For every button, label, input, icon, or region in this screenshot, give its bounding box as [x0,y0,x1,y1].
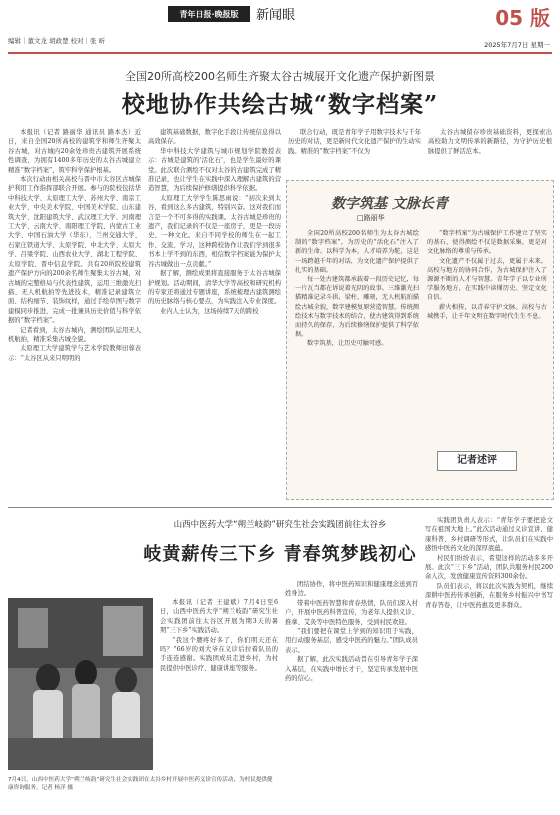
commentary-box [286,180,554,500]
paragraph: 业内人士认为，这场持续7天的跨校 [160,307,259,315]
commentary-title: 数字筑基 文脉长青 [331,196,448,212]
paragraph: 本报讯（记者 路丽华 通讯员 路本杰）近日，来自全国20所高校的建筑学和师生齐聚太谷古城，对古城内20余处珍贵古建筑开展系统性调查，为拥有1400多年历史的太谷古城建立精准“数字档案”，筑牢科学保护根基。 [8,129,141,174]
commentary-author: □路丽华 [357,214,385,222]
paragraph: 联合行动，既是青年学子用数字技术与千年历史的对话，更是新时代文化遗产保护的生动实践。精准的“数字档案”不仅为 [288,129,421,155]
paragraph: 团结协作，将中医药知识和健康理念送到百姓身边。 [285,581,418,598]
paragraph: 太原理工大学建筑学与艺术学院教师田蓉表示：“太谷区从来只明明的 [8,345,141,362]
photo-illustration [8,598,153,770]
issue-date: 2025年7月7日 星期一 [484,41,550,49]
section-name: 新闻眼 [256,8,296,23]
story2-column-2 [285,580,418,808]
story2-kicker: 山西中医药大学“朔兰岐韵”研究生社会实践团前往太谷乡 [173,520,387,530]
paragraph: 太原理工大学学生陈思雨说：“初次来到太谷，看到这么多古建筑，特别兴奋。这对我们而言是一个不可多得的实践课。太谷古城是珍贵的遗产，我们记录的不仅是一座房子，更是一段历史、一种文化。来自不同学校的师生在一起工作、交流、学习，这种跨校协作让我们学到很多书本上学不到的东西，相信数字档案能为保护太谷古城做出一点贡献。” [148,194,281,268]
section-divider [8,507,552,508]
story1-column-4 [428,128,552,178]
paragraph: 每一处古建筑都承载着一段历史记忆，每一片瓦当都在诉说着光阴的故事。三维激光扫描精准记录斗拱、梁柱、雕刻，无人机航拍描绘古城全貌，数字建模复原营造智慧。传统测绘技术与数字技术的结合，使古建筑得到系统而持久的保存，为后续修缮保护提供了科学依据。 [295,276,419,339]
story1-kicker: 全国20所高校200名师生齐聚太谷古城展开文化遗产保护新图景 [125,70,435,83]
edition-number: 05 版 [495,6,550,30]
story1-column-2 [148,128,281,498]
paragraph: 实践团负责人表示：“青年学子要把论文写在祖国大地上。”此次活动通过义诊宣讲、健康科普、乡村调研等形式，让队员们在实践中感悟中医药文化的深厚底蕴。 [425,517,553,553]
story2-column-3 [425,516,553,808]
page-header [0,0,560,56]
header-rule [8,52,552,54]
paragraph: 本次行动由相关高校与晋中市太谷区古城保护利用工作指挥部联合开展。参与的院校包括华中科技大学、太原理工大学、苏州大学、南京工业大学、中央美术学院、中国美术学院、山东建筑大学、沈阳建筑大学、武汉理工大学、河南理工大学、云南大学、南阳理工学院、内蒙古工业大学、中国石油大学（华东）、兰州交通大学、石家庄铁道大学、太原学院、中北大学、太原大学、吕梁学院、山西农业大学、湖北工程学院、太原学院、晋中信息学院。共有20所院校建筑遗产保护方向的200余名师生聚集太谷古城，对古城的完整格局与代表性建筑，运用三维激光扫描、无人机航拍等先进技术，精准记录建筑立面、结构细节、装饰纹样，通过手绘草图与数字建模同步推进，完成一批兼具历史价值与科学依据的“数字档案”。 [8,176,141,325]
paragraph: 村民们纷纷表示，希望这样的活动多多开展。此次“三下乡”活动，团队共服务村民200余人次，发放健康宣传资料300余份。 [425,554,553,581]
story1-column-3 [288,128,421,178]
paragraph: 据了解，此次实践活动旨在引导青年学子深入基层，在实践中增长才干，坚定传承发展中医药的信心。 [285,656,418,683]
paragraph: 华中科技大学建筑与城市规划学院教授表示：古城是建筑的‘活化石’，也是学生最好的课堂。此次联合测绘不仅对太谷的古建筑完成了精准记录，也让学生在实践中深入理解古建筑的营造智慧，为后续保护修缮提供科学依据。 [148,147,281,193]
story1-column-1 [8,128,141,498]
commentary-badge: 记者述评 [437,451,517,471]
paragraph: 建筑基础数据，数字化手段让传统信息得以高效保存。 [148,129,281,146]
news-photo [8,598,153,770]
paragraph: 数字筑基，让历史可触可感。 [307,340,388,348]
paragraph: 记者看到，太谷古城内，测绘团队运用无人机航拍，精准采集古城全貌。 [8,326,141,343]
newspaper-masthead: 青年日报·晚报版 [168,6,250,22]
paragraph: 带着中医药智慧和青春热情，队员们深入村户，开展中医药科普宣传，为老年人提供义诊、推拿、艾灸等中医特色服务，受到村民欢迎。 [285,599,418,626]
story2-headline: 岐黄薪传三下乡 青春筑梦践初心 [143,544,417,565]
commentary-column-1 [295,229,419,469]
paragraph: 太谷古城留存珍贵基础资料，更探索出高校助力文明传承的新路径，为守护历史根脉提供了鲜活范本。 [428,129,552,155]
editor-credits: 编辑｜董文龙 胡政楚 校对｜张 昕 [8,37,106,45]
paragraph: 本报讯（记者 王建斌）7月4日至6日，山西中医药大学“朔兰岐韵”研究生社会实践团前往太谷区开展为期3天的暑期“三下乡”实践活动。 [160,599,278,635]
paragraph: “我们要把在课堂上学到的知识用于实践，用行动服务基层，感受中医药的魅力。”团队成员表示。 [285,628,418,654]
commentary-column-2 [427,229,547,429]
story2-column-1 [160,598,278,776]
photo-caption: 7月4日，山西中医药大学“朔兰岐韵”研究生社会实践团在太谷乡村开展中医药义诊宣传活动，为村民提供健康咨询服务。记者 杨洋 摄 [8,777,273,792]
paragraph: 队员们表示，将以此次实践为契机，继续深耕中医药传承创新，在服务乡村振兴中书写青春答卷，让中医药惠及更多群众。 [425,582,553,609]
paragraph: 全国20所高校200名师生为太谷古城绘制的“数字档案”，为历史的“活化石”注入了新的生命。以科学为本，人才培养为舵，这是一场跨越千年的对话，为文化遗产保护提供了扎实的基础。 [295,230,419,274]
story1-headline: 校地协作共绘古城“数字档案” [121,91,439,118]
paragraph: 文化遗产不仅属于过去，更属于未来。高校与地方的协同合作，为古城保护注入了源源不断的人才与智慧。青年学子以专业所学服务地方，在实践中读懂历史、坚定文化自信。 [427,257,547,302]
paragraph: 据了解，测绘成果将直接服务于太谷古城保护规划。活动期间，清华大学等高校和研究机构的专家还将通过专题讲座，系统梳理古建筑测绘的历史脉络与核心要点，为实践注入专业深度。 [148,270,281,306]
paragraph: 薪火相传，以青春守护文脉。高校与古城携手，让千年文明在数字时代生生不息。 [427,303,547,320]
paragraph: “数字档案”为古城保护工作建立了坚实的基石，使得测绘不仅是数据采集，更是对文化脉络的尊重与传承。 [427,230,547,256]
paragraph: “我这个腰疼好多了，你们明天还在吗？”66岁的刘大爷在义诊后拉着队员的手连连感谢。实践团成员走进乡村，为村民提供中医诊疗、健康讲座等服务。 [160,636,278,672]
